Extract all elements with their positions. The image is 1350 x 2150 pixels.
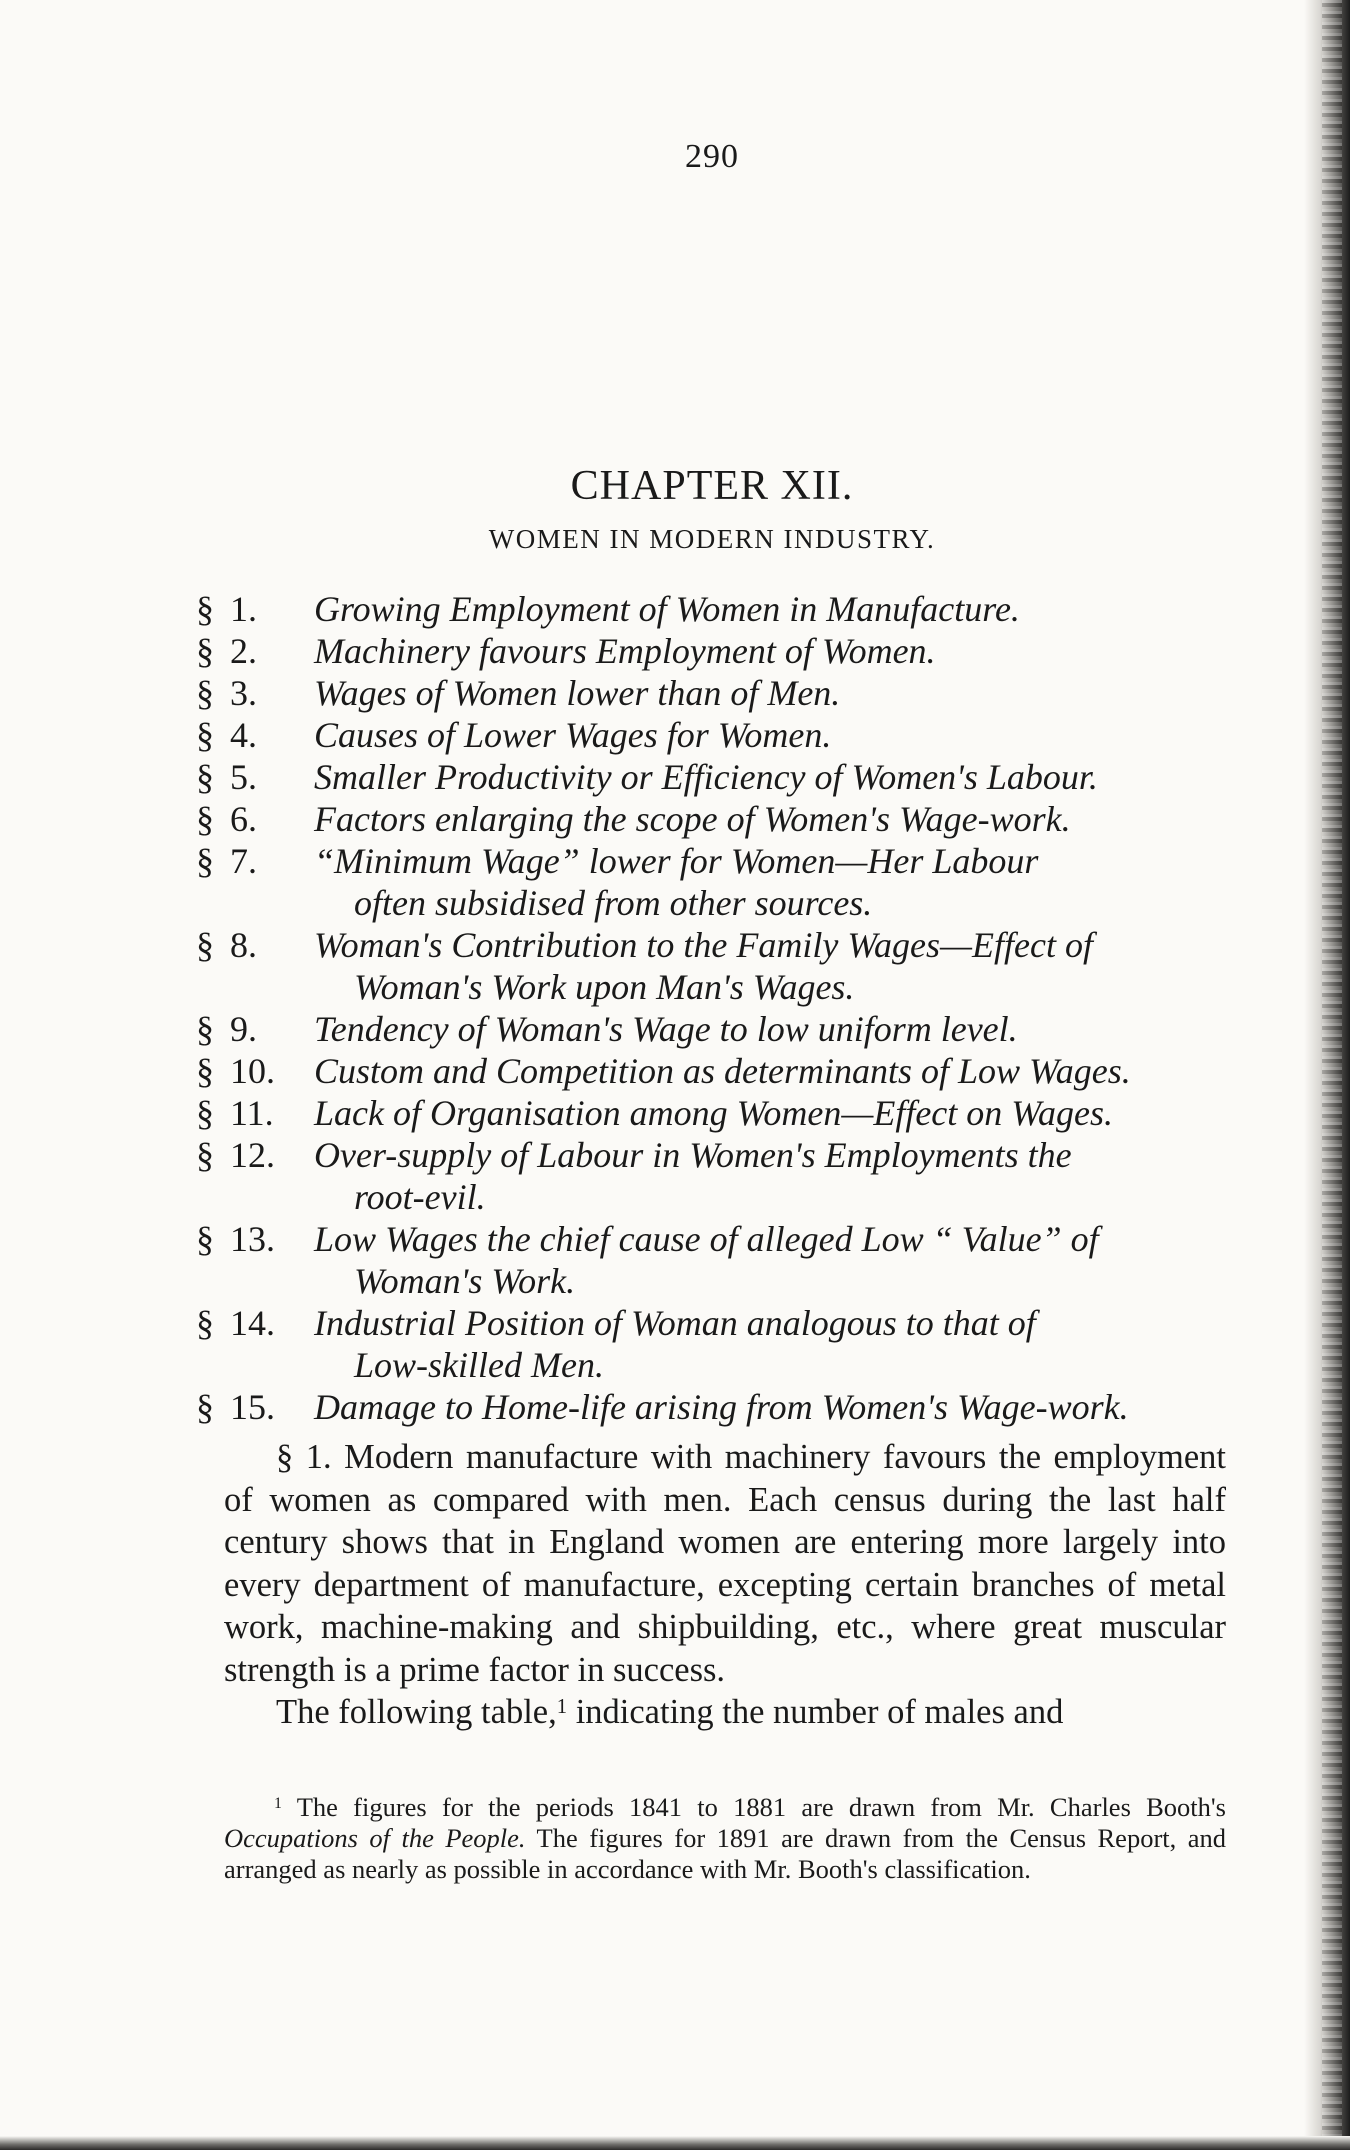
- section-number: 6.: [230, 799, 257, 839]
- footnote: [224, 1792, 1226, 1885]
- page-edge-texture: [1322, 0, 1342, 2150]
- section-number: 9.: [230, 1009, 257, 1049]
- toc-entry[interactable]: [196, 1008, 1226, 1050]
- section-sign: §: [196, 1093, 214, 1133]
- section-title-continuation: root-evil.: [354, 1177, 486, 1217]
- chapter-subtitle: WOMEN IN MODERN INDUSTRY.: [488, 524, 936, 554]
- section-sign: §: [196, 673, 214, 713]
- footnote-marker: 1: [274, 1795, 282, 1813]
- toc-entry[interactable]: [196, 588, 1226, 630]
- section-sign: §: [196, 1219, 214, 1259]
- footnote-reference[interactable]: 1: [556, 1695, 568, 1718]
- section-sign: §: [196, 715, 214, 755]
- section-sign: §: [196, 841, 214, 881]
- page-number: 290: [685, 138, 739, 175]
- section-number: 12.: [230, 1135, 275, 1175]
- body-paragraph-text: The following table,: [276, 1693, 557, 1731]
- footnote-book-title: Occupations of the People.: [224, 1823, 526, 1853]
- section-sign: §: [196, 1135, 214, 1175]
- section-number: 3.: [230, 673, 257, 713]
- section-title: Tendency of Woman's Wage to low uniform level.: [314, 1009, 1018, 1049]
- section-sign: §: [196, 589, 214, 629]
- section-title: Lack of Organisation among Women—Effect on Wages.: [314, 1093, 1113, 1133]
- chapter-title: CHAPTER XII.: [570, 463, 854, 509]
- section-sign: §: [196, 925, 214, 965]
- toc-entry[interactable]: [196, 924, 1226, 1008]
- toc-entry[interactable]: [196, 714, 1226, 756]
- section-sign: §: [196, 757, 214, 797]
- section-title: Low Wages the chief cause of alleged Low “ Value” of: [314, 1219, 1099, 1259]
- section-title: Factors enlarging the scope of Women's Wage-work.: [314, 799, 1071, 839]
- section-title: Smaller Productivity or Efficiency of Women's Labour.: [314, 757, 1098, 797]
- section-sign: §: [196, 1303, 214, 1343]
- section-title-continuation: Woman's Work.: [354, 1261, 576, 1301]
- section-number: 1.: [230, 589, 257, 629]
- toc-entry[interactable]: [196, 840, 1226, 924]
- section-title: Woman's Contribution to the Family Wages—Effect of: [314, 925, 1094, 965]
- section-title: “Minimum Wage” lower for Women—Her Labour: [314, 841, 1039, 881]
- section-title: Wages of Women lower than of Men.: [314, 673, 841, 713]
- section-number: 5.: [230, 757, 257, 797]
- section-title: Damage to Home-life arising from Women's Wage-work.: [314, 1387, 1129, 1427]
- section-title: Over-supply of Labour in Women's Employments the: [314, 1135, 1072, 1175]
- toc-entry[interactable]: [196, 672, 1226, 714]
- section-sign: §: [196, 1387, 214, 1427]
- toc-entry[interactable]: [196, 1386, 1226, 1428]
- section-title-continuation: Low-skilled Men.: [354, 1345, 604, 1385]
- toc-entry[interactable]: [196, 798, 1226, 840]
- bottom-edge-shadow: [0, 2136, 1350, 2150]
- section-title-continuation: often subsidised from other sources.: [354, 883, 873, 923]
- section-sign: §: [196, 631, 214, 671]
- section-sign: §: [196, 799, 214, 839]
- toc-entry[interactable]: [196, 630, 1226, 672]
- section-number: 7.: [230, 841, 257, 881]
- body-paragraph: § 1. Modern manufacture with machinery favours the employment of women as compared with men. Each census during the last half century shows that in England women are entering more largely into every department of manufacture, excepting certain branches of metal work, machine-making and shipbuilding, etc., where great muscular strength is a prime factor in success.: [224, 1438, 1226, 1689]
- section-number: 14.: [230, 1303, 275, 1343]
- section-number: 2.: [230, 631, 257, 671]
- section-title: Growing Employment of Women in Manufacture.: [314, 589, 1020, 629]
- toc-entry[interactable]: [196, 1218, 1226, 1302]
- section-title: Machinery favours Employment of Women.: [314, 631, 936, 671]
- chapter-contents-list: [196, 588, 1226, 1428]
- section-number: 13.: [230, 1219, 275, 1259]
- section-title: Causes of Lower Wages for Women.: [314, 715, 832, 755]
- section-sign: §: [196, 1009, 214, 1049]
- section-title: Custom and Competition as determinants of Low Wages.: [314, 1051, 1131, 1091]
- toc-entry[interactable]: [196, 1134, 1226, 1218]
- section-number: 8.: [230, 925, 257, 965]
- section-title: Industrial Position of Woman analogous to that of: [314, 1303, 1036, 1343]
- toc-entry[interactable]: [196, 756, 1226, 798]
- section-title-continuation: Woman's Work upon Man's Wages.: [354, 967, 855, 1007]
- section-number: 4.: [230, 715, 257, 755]
- section-sign: §: [196, 1051, 214, 1091]
- toc-entry[interactable]: [196, 1050, 1226, 1092]
- section-number: 15.: [230, 1387, 275, 1427]
- body-paragraph: [224, 1691, 1226, 1734]
- toc-entry[interactable]: [196, 1302, 1226, 1386]
- section-number: 10.: [230, 1051, 275, 1091]
- toc-entry[interactable]: [196, 1092, 1226, 1134]
- footnote-text: The figures for the periods 1841 to 1881 are drawn from Mr. Charles Booth's: [281, 1792, 1226, 1822]
- body-paragraph-text: indicating the number of males and: [567, 1693, 1064, 1731]
- section-number: 11.: [230, 1093, 274, 1133]
- body-text: [224, 1436, 1226, 1734]
- footnote-text: The figures for 1891 are drawn from the Census Report, and arranged as nearly as possible in accordance with Mr. Booth's classification.: [224, 1823, 1226, 1884]
